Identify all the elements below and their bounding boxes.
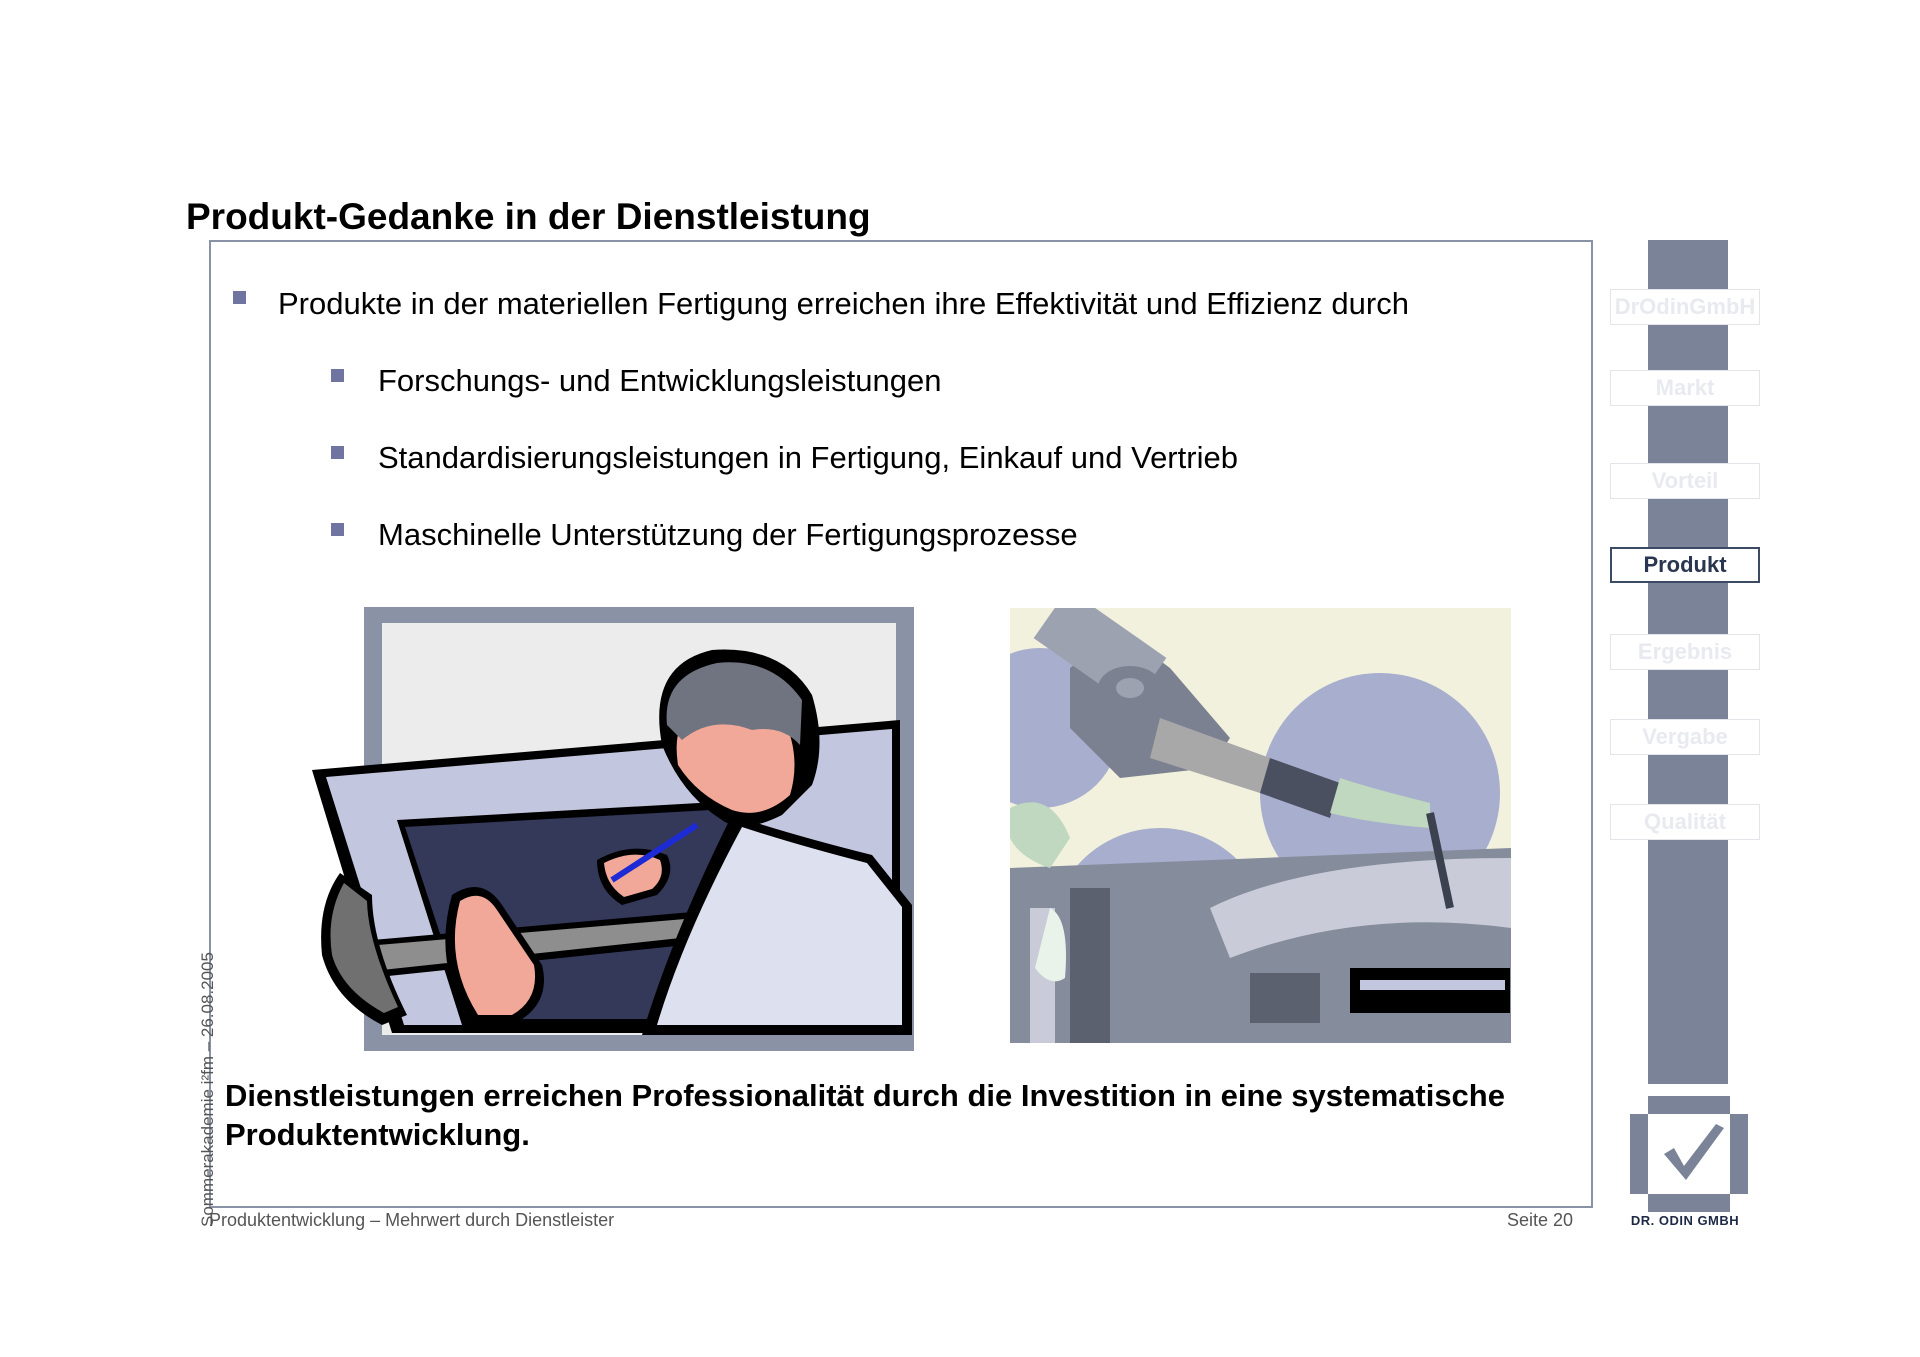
checkmark-logo-icon — [1630, 1096, 1748, 1212]
footer-title: Produktentwicklung – Mehrwert durch Dienstleister — [209, 1210, 615, 1230]
bullet-marker — [331, 446, 344, 459]
bullet-marker — [331, 369, 344, 382]
bullet-marker — [331, 523, 344, 536]
nav-item-markt[interactable]: Markt — [1610, 370, 1760, 406]
nav-item-ergebnis[interactable]: Ergebnis — [1610, 634, 1760, 670]
bullet-sub-1: Forschungs- und Entwicklungsleistungen — [378, 363, 942, 398]
nav-item-vorteil[interactable]: Vorteil — [1610, 463, 1760, 499]
nav-item-drodingmbh[interactable]: DrOdinGmbH — [1610, 289, 1760, 325]
nav-item-produkt[interactable]: Produkt — [1610, 547, 1760, 583]
nav-item-qualitaet[interactable]: Qualität — [1610, 804, 1760, 840]
brand-name: DR. ODIN GMBH — [1630, 1213, 1740, 1228]
conclusion-text: Dienstleistungen erreichen Professionalität durch die Investition in eine systematische Produktentwicklung. — [225, 1078, 1505, 1152]
bullet-main: Produkte in der materiellen Fertigung erreichen ihre Effektivität und Effizienz durch — [278, 286, 1409, 321]
vertical-footer: Sommerakademie i²fm – 26.08.2005 — [198, 952, 217, 1227]
slide-title: Produkt-Gedanke in der Dienstleistung — [186, 196, 871, 237]
bullet-sub-3: Maschinelle Unterstützung der Fertigungsprozesse — [378, 517, 1078, 552]
bullet-sub-2: Standardisierungsleistungen in Fertigung, Einkauf und Vertrieb — [378, 440, 1238, 475]
page-number: Seite 20 — [1506, 1210, 1573, 1230]
drafting-designer-clipart — [312, 605, 917, 1053]
robot-arm-clipart — [1010, 608, 1511, 1043]
nav-item-vergabe[interactable]: Vergabe — [1610, 719, 1760, 755]
bullet-marker — [233, 291, 246, 304]
